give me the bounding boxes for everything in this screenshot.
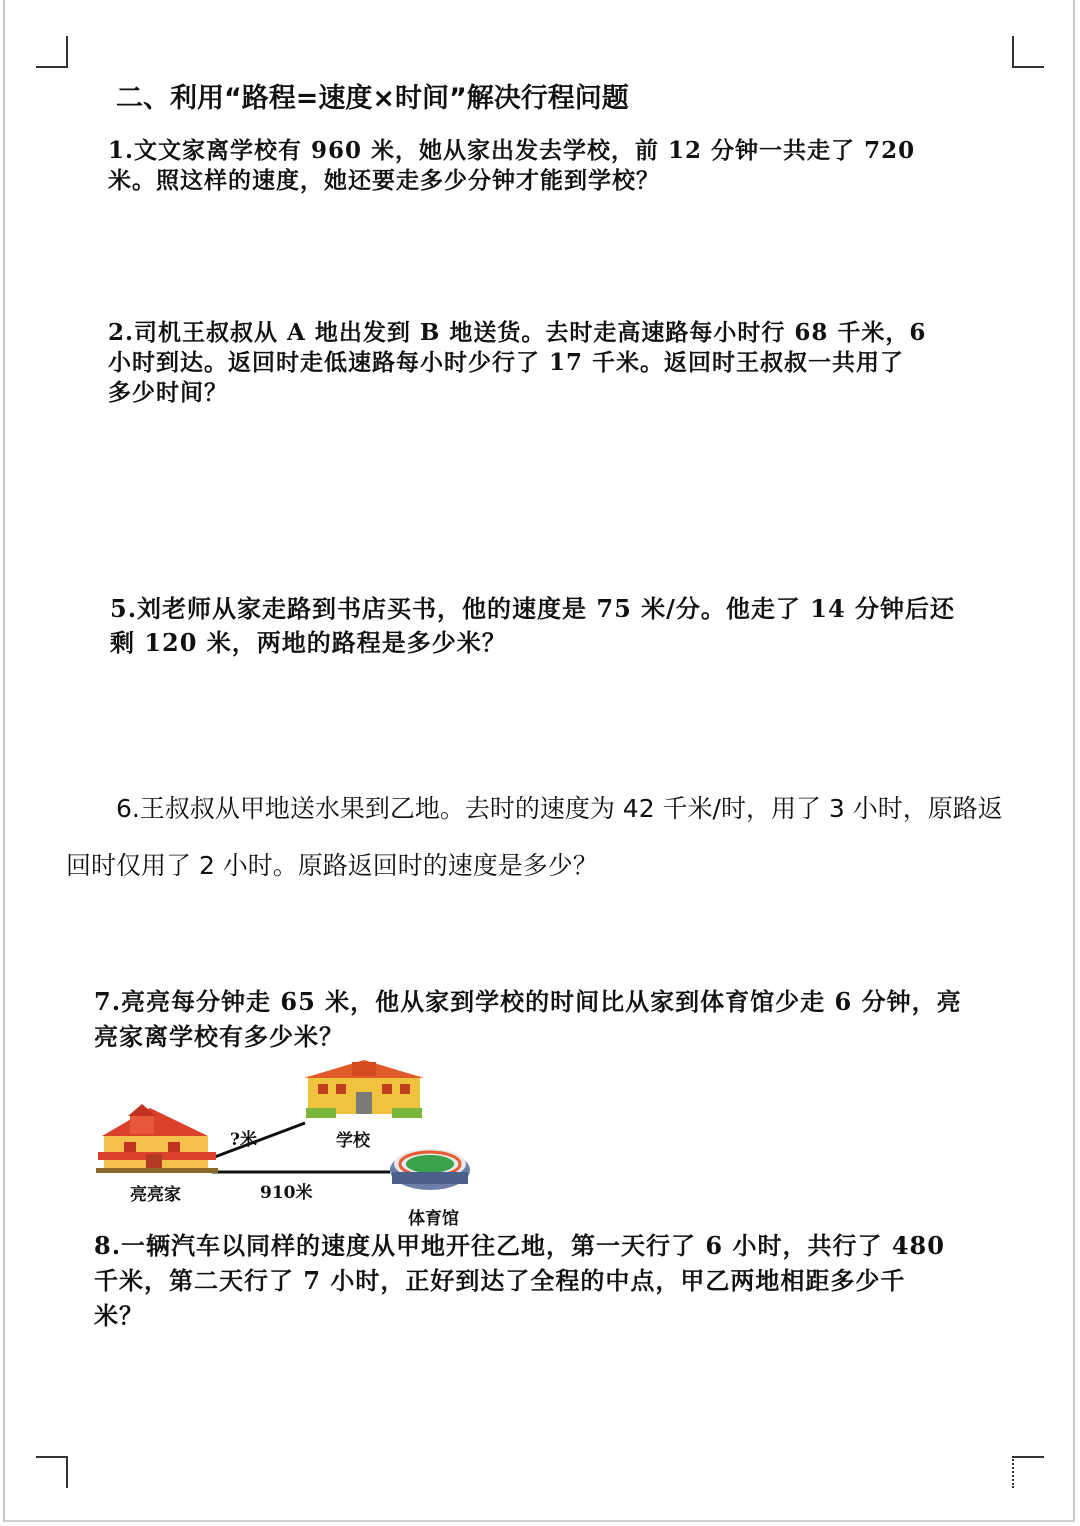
school-label: 学校 bbox=[336, 1131, 370, 1151]
problem-6: 6.王叔叔从甲地送水果到乙地。去时的速度为 42 千米/时，用了 3 小时，原路返回时仅用了 2 小时。原路返回时的速度是多少？ bbox=[66, 794, 1003, 880]
crop-mark-top-right bbox=[1012, 36, 1044, 68]
stadium-icon bbox=[390, 1149, 470, 1190]
crop-mark-bottom-left bbox=[36, 1456, 68, 1488]
house-icon bbox=[96, 1104, 218, 1173]
crop-mark-top-left bbox=[36, 36, 68, 68]
problem-2: 2.司机王叔叔从 A 地出发到 B 地送货。去时走高速路每小时行 68 千米，6 小时到达。返回时走低速路每小时少行了 17 千米。返回时王叔叔一共用了多少时间？ bbox=[108, 319, 927, 406]
section-title: 二、利用“路程=速度×时间”解决行程问题 bbox=[116, 83, 629, 114]
unknown-distance-label: ?米 bbox=[230, 1130, 257, 1150]
school-icon bbox=[304, 1060, 424, 1118]
problem-5: 5.刘老师从家走路到书店买书，他的速度是 75 米/分。他走了 14 分钟后还剩 120 米，两地的路程是多少米？ bbox=[110, 594, 956, 657]
home-label: 亮亮家 bbox=[130, 1185, 181, 1205]
gym-distance-label: 910米 bbox=[260, 1183, 313, 1203]
crop-mark-bottom-right bbox=[1012, 1456, 1044, 1488]
home-school-line bbox=[212, 1123, 305, 1158]
gym-label: 体育馆 bbox=[408, 1209, 459, 1229]
problem-7: 7.亮亮每分钟走 65 米，他从家到学校的时间比从家到体育馆少走 6 分钟，亮亮家离学校有多少米？ bbox=[94, 987, 962, 1051]
problem-8: 8.一辆汽车以同样的速度从甲地开往乙地，第一天行了 6 小时，共行了 480 千米，第二天行了 7 小时，正好到达了全程的中点，甲乙两地相距多少千米？ bbox=[94, 1231, 945, 1330]
problem-1: 1.文文家离学校有 960 米，她从家出发去学校，前 12 分钟一共走了 720 米。照这样的速度，她还要走多少分钟才能到学校？ bbox=[108, 137, 916, 194]
route-diagram bbox=[90, 1058, 490, 1228]
